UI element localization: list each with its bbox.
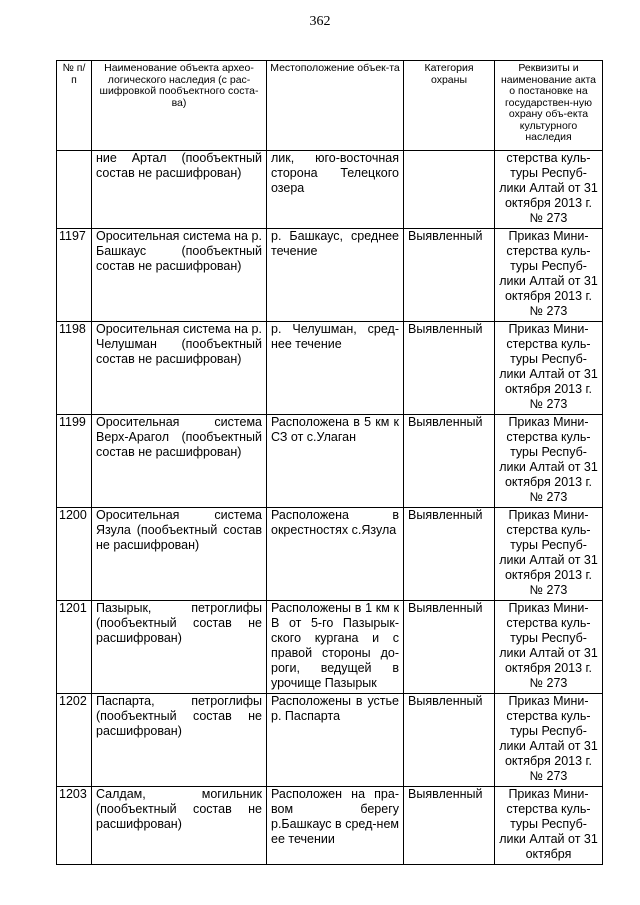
row-category: Выявленный [404,694,495,787]
row-category: Выявленный [404,229,495,322]
row-location: Расположены в 1 км к В от 5-го Пазырык-ского кургана и с правой стороны до-роги, ведущей в урочище Пазырык [267,601,404,694]
row-num: 1200 [57,508,92,601]
page-number: 362 [309,14,331,29]
row-name: Паспарта, петроглифы (пообъектный состав не расшифрован) [92,694,267,787]
row-num: 1201 [57,601,92,694]
row-location: Расположен на пра-вом берегу р.Башкаус в сред-нем ее течении [267,787,404,865]
row-location: Расположена в окрестностях с.Язула [267,508,404,601]
row-name: Салдам, могильник (пообъектный состав не расшифрован) [92,787,267,865]
table-row [57,601,603,694]
row-category: Выявленный [404,601,495,694]
row-requisites: стерства куль-туры Респуб-лики Алтай от 31 октября 2013 г. № 273 [495,151,603,229]
header-location: Местоположение объек-та [267,61,404,151]
row-category [404,151,495,229]
row-num: 1199 [57,415,92,508]
row-num: 1202 [57,694,92,787]
row-name: Оросительная система Верх-Арагол (пообъектный состав не расшифрован) [92,415,267,508]
table-row [57,322,603,415]
row-requisites: Приказ Мини-стерства куль-туры Респуб-лики Алтай от 31 октября 2013 г. № 273 [495,601,603,694]
row-requisites: Приказ Мини-стерства куль-туры Респуб-лики Алтай от 31 октября [495,787,603,865]
table-row [57,508,603,601]
row-category: Выявленный [404,322,495,415]
row-category: Выявленный [404,508,495,601]
row-num: 1198 [57,322,92,415]
row-requisites: Приказ Мини-стерства куль-туры Респуб-лики Алтай от 31 октября 2013 г. № 273 [495,322,603,415]
table-row [57,229,603,322]
header-requisites: Реквизиты и наименование акта о постановке на государствен-ную охрану объ-екта культурного наследия [495,61,603,151]
row-requisites: Приказ Мини-стерства куль-туры Респуб-лики Алтай от 31 октября 2013 г. № 273 [495,415,603,508]
header-num: № п/п [57,61,92,151]
header-name: Наименование объекта архео-логического наследия (с рас-шифровкой пообъектного соста-ва) [92,61,267,151]
row-name: Оросительная система на р. Челушман (пообъектный состав не расшифрован) [92,322,267,415]
row-requisites: Приказ Мини-стерства куль-туры Респуб-лики Алтай от 31 октября 2013 г. № 273 [495,229,603,322]
row-location: Расположены в устье р. Паспарта [267,694,404,787]
row-location: лик, юго-восточная сторона Телецкого озера [267,151,404,229]
row-name: Оросительная система на р. Башкаус (пообъектный состав не расшифрован) [92,229,267,322]
row-name: ние Артал (пообъектный состав не расшифрован) [92,151,267,229]
row-category: Выявленный [404,415,495,508]
row-num: 1197 [57,229,92,322]
row-location: Расположена в 5 км к СЗ от с.Улаган [267,415,404,508]
row-name: Пазырык, петроглифы (пообъектный состав не расшифрован) [92,601,267,694]
row-num: 1203 [57,787,92,865]
table-row [57,151,603,229]
table-row [57,694,603,787]
row-requisites: Приказ Мини-стерства куль-туры Респуб-лики Алтай от 31 октября 2013 г. № 273 [495,508,603,601]
row-category: Выявленный [404,787,495,865]
row-location: р. Челушман, сред-нее течение [267,322,404,415]
table-header [57,61,603,151]
heritage-registry-table [56,60,603,865]
row-location: р. Башкаус, среднее течение [267,229,404,322]
table-row [57,415,603,508]
table-row [57,787,603,865]
row-num [57,151,92,229]
row-name: Оросительная система Язула (пообъектный состав не расшифрован) [92,508,267,601]
header-category: Категория охраны [404,61,495,151]
row-requisites: Приказ Мини-стерства куль-туры Респуб-лики Алтай от 31 октября 2013 г. № 273 [495,694,603,787]
